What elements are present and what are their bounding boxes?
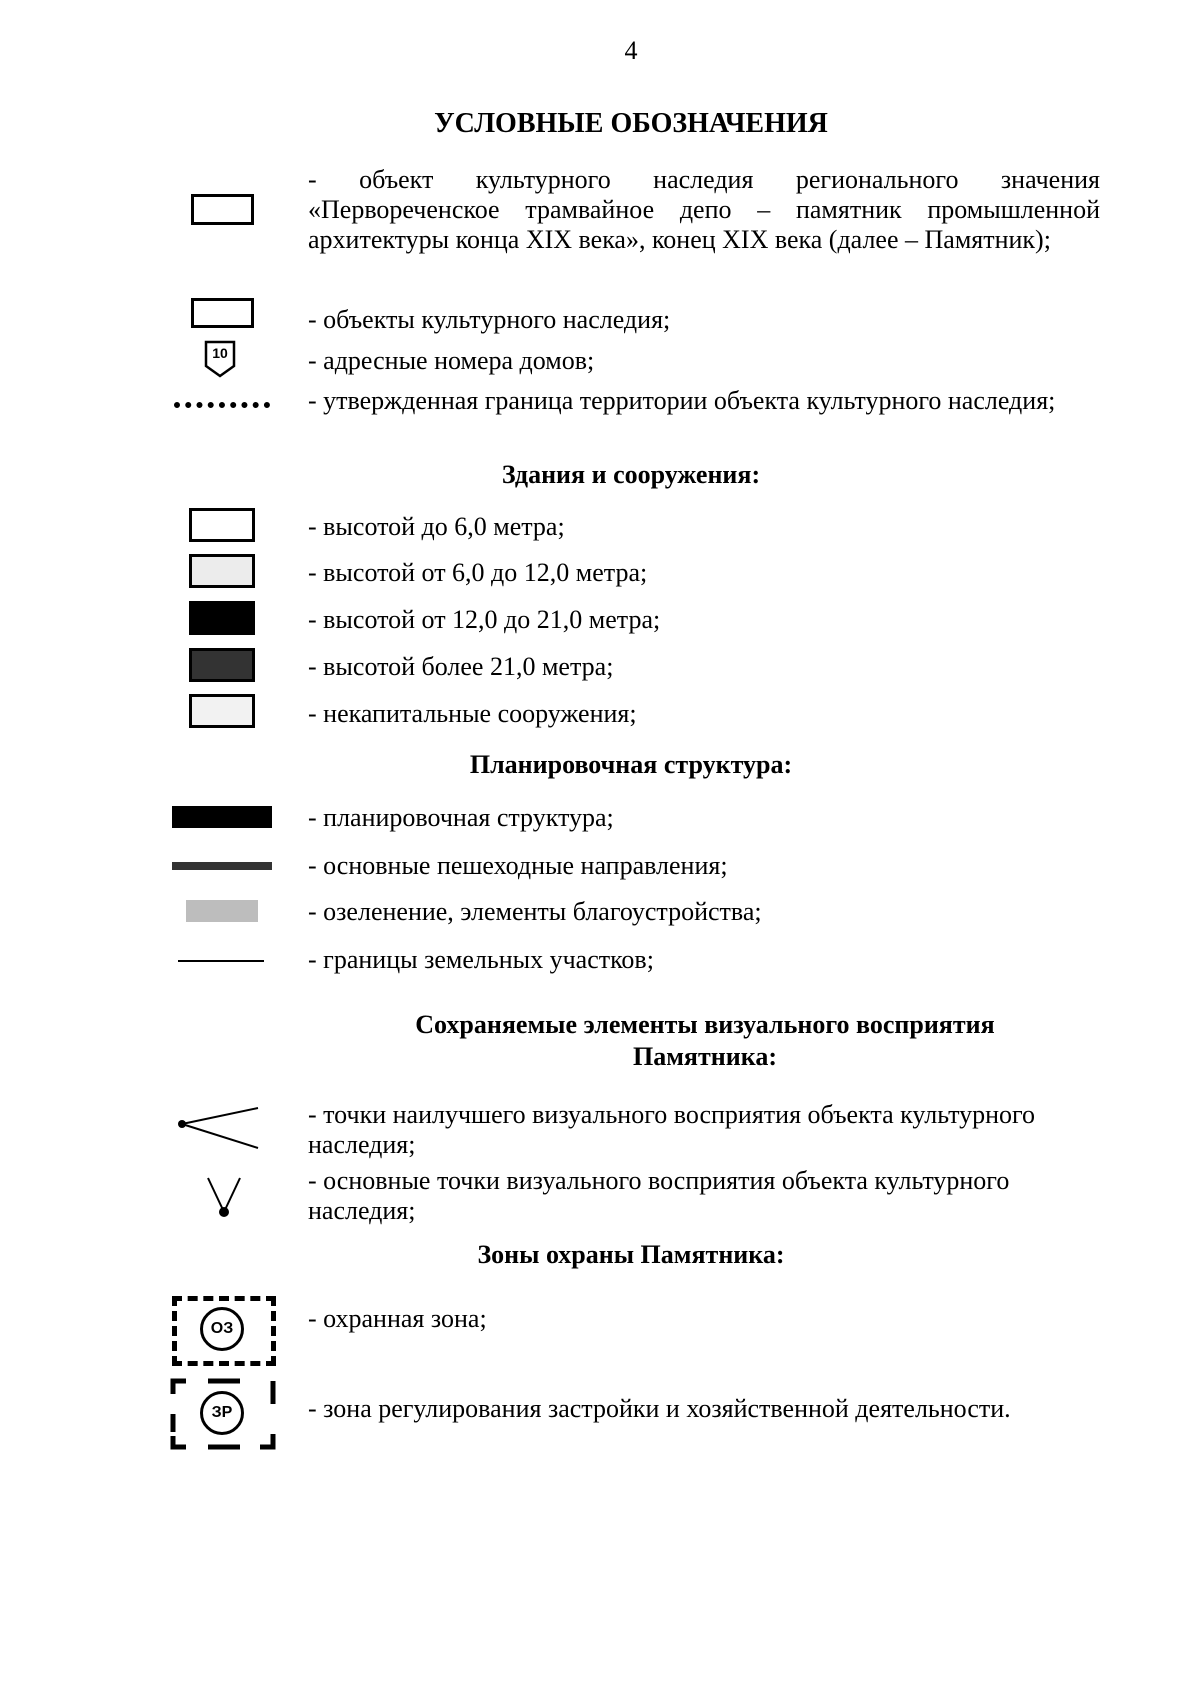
planning-item: - границы земельных участков; xyxy=(308,945,654,974)
building-symbol-temporary xyxy=(189,694,255,728)
planning-item: - озеленение, элементы благоустройства; xyxy=(308,897,762,926)
building-item: - высотой от 6,0 до 12,0 метра; xyxy=(308,558,648,587)
zone-item: - охранная зона; xyxy=(308,1304,487,1333)
building-symbol-high xyxy=(189,601,255,635)
visual-heading-line1: Сохраняемые элементы визуального восприятия xyxy=(415,1010,995,1039)
legend-heritage: - объекты культурного наследия; xyxy=(308,305,671,334)
best-viewpoint-icon xyxy=(174,1104,264,1152)
building-symbol-medium xyxy=(189,554,255,588)
boundary-symbol xyxy=(174,402,270,408)
legend-title: УСЛОВНЫЕ ОБОЗНАЧЕНИЯ xyxy=(434,108,828,139)
planning-item: - основные пешеходные направления; xyxy=(308,851,728,880)
zones-heading: Зоны охраны Памятника: xyxy=(477,1240,785,1269)
monument-symbol xyxy=(191,194,254,225)
buildings-heading: Здания и сооружения: xyxy=(501,460,761,489)
main-viewpoint-icon xyxy=(204,1176,244,1222)
land-plot-boundary-symbol xyxy=(178,960,264,962)
zone-item: - зона регулирования застройки и хозяйственной деятельности. xyxy=(308,1394,1011,1423)
visual-item: - точки наилучшего визуального восприятия объекта культурного наследия; xyxy=(308,1100,1036,1159)
building-item: - высотой более 21,0 метра; xyxy=(308,652,614,681)
visual-item: - основные точки визуального восприятия объекта культурного наследия; xyxy=(308,1166,1010,1225)
legend-monument: - объект культурного наследия регионального значения «Первореченское трамвайное депо – памятник промышленной архитектуры конца XIX века», конец XIX века (далее – Памятник); xyxy=(308,165,1100,254)
building-symbol-highest xyxy=(189,648,255,682)
regulation-zone-label: ЗР xyxy=(200,1391,244,1435)
legend-house-numbers: - адресные номера домов; xyxy=(308,346,595,375)
planning-item: - планировочная структура; xyxy=(308,803,614,832)
heritage-symbol xyxy=(191,298,254,328)
page-number: 4 xyxy=(624,36,638,65)
planning-structure-symbol xyxy=(172,806,272,828)
building-item: - некапитальные сооружения; xyxy=(308,699,637,728)
greenery-symbol xyxy=(186,900,258,922)
visual-heading-line2: Памятника: xyxy=(633,1042,777,1071)
planning-heading: Планировочная структура: xyxy=(469,750,793,779)
protection-zone-label: ОЗ xyxy=(200,1307,244,1351)
building-item: - высотой до 6,0 метра; xyxy=(308,512,565,541)
building-symbol-low xyxy=(189,508,255,542)
building-item: - высотой от 12,0 до 21,0 метра; xyxy=(308,605,661,634)
legend-boundary: - утвержденная граница территории объекта культурного наследия; xyxy=(308,386,1056,415)
house-number-label: 10 xyxy=(212,345,228,361)
pedestrian-route-symbol xyxy=(172,862,272,870)
